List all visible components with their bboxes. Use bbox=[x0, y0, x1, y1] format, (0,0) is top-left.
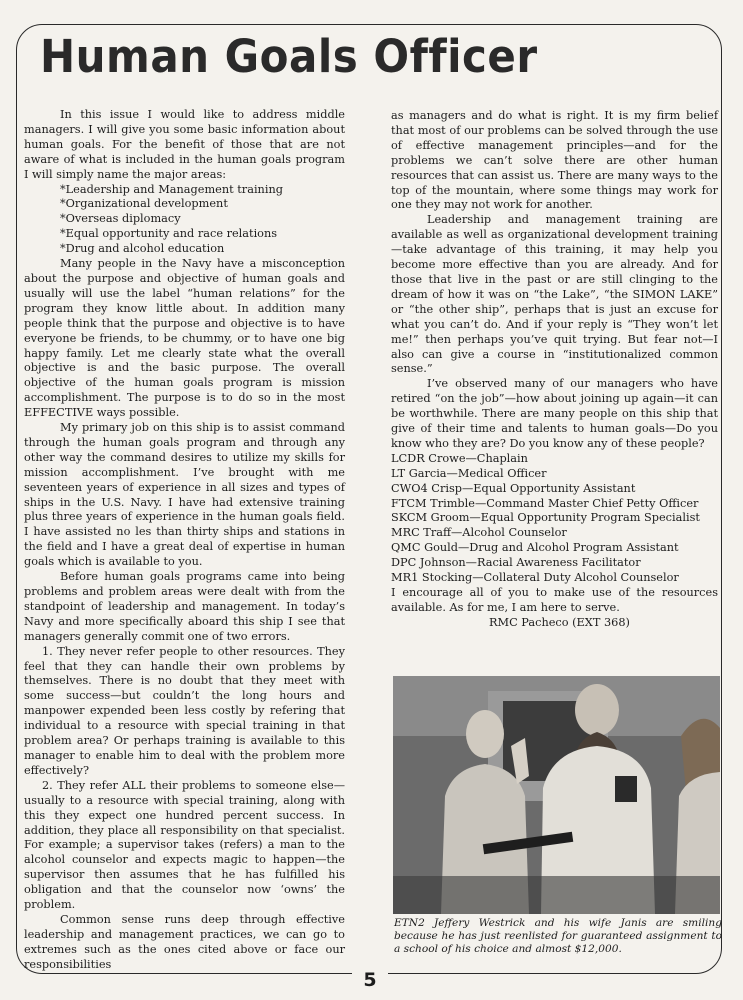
article-column-left bbox=[24, 108, 345, 973]
roster-entry: SKCM Groom—Equal Opportunity Program Specialist bbox=[391, 511, 700, 525]
page-title: Human Goals Officer bbox=[40, 29, 538, 83]
program-area-item: *Overseas diplomacy bbox=[60, 212, 181, 226]
roster-entry: QMC Gould—Drug and Alcohol Program Assistant bbox=[391, 541, 679, 555]
program-area-item: *Equal opportunity and race relations bbox=[60, 227, 278, 241]
photo-caption: ETN2 Jeffery Westrick and his wife Janis are smiling because he has just reenlisted for guaranteed assignment to a school of his choice and almost $12,000. bbox=[394, 917, 722, 956]
roster-entry: FTCM Trimble—Command Master Chief Petty Officer bbox=[391, 496, 699, 510]
reenlistment-photo bbox=[393, 676, 720, 914]
roster-entry: LCDR Crowe—Chaplain bbox=[391, 451, 528, 465]
roster-entry: LT Garcia—Medical Officer bbox=[391, 466, 547, 480]
article-paragraph: as managers and do what is right. It is my firm belief that most of our problems can be solved through the use of effective management principles—and for the problems we can’t solve there are other human resources that can assist us. There are many ways to the top of the mountain, where some things may work for one they may not work for another. bbox=[391, 109, 718, 212]
article-paragraph: In this issue I would like to address middle managers. I will give you some basic information about human goals. For the benefit of those that are not aware of what is included in the human goals program I will simply name the major areas: bbox=[24, 108, 345, 181]
article-paragraph: Many people in the Navy have a misconception about the purpose and objective of human goals and usually will use the label “human relations” for the program they know little about. In addition many people think that the purpose and objective is to have everyone be friends, to be chummy, or to have one big happy family. Let me clearly state what the overall objective is and the basic purpose. The overall objective of the human goals program is mission accomplishment. The purpose is to do so in the most EFFECTIVE ways possible. bbox=[24, 257, 345, 420]
article-paragraph: 2. They refer ALL their problems to someone else—usually to a resource with special training, along with this they expect one hundred percent success. In addition, they place all responsibility on that specialist. For example; a supervisor takes (refers) a man to the alcohol counselor and expects magic to happen—the supervisor then assumes that he has fulfilled his obligation and that the counselor now ‘owns’ the problem. bbox=[24, 778, 345, 912]
program-areas-list bbox=[24, 183, 345, 258]
program-area-item: *Drug and alcohol education bbox=[60, 242, 225, 256]
article-paragraph: Before human goals programs came into being problems and problem areas were dealt with from the standpoint of leadership and management. In today’s Navy and more specifically aboard this ship I see that managers generally commit one of two errors. bbox=[24, 570, 345, 643]
article-paragraph: Leadership and management training are available as well as organizational development training—take advantage of this training, it may help you become more effective than you are already. And for those that live in the past or are still clinging to the dream of how it was on “the Lake”, “the SIMON LAKE” or “the other ship”, perhaps that is just an excuse for what you can’t do. And if your reply is “They won’t let me!” then perhaps you’ve quit trying. But fear not—I also can give a course in “institutionalized common sense.” bbox=[391, 213, 718, 376]
roster-entry: CWO4 Crisp—Equal Opportunity Assistant bbox=[391, 481, 636, 495]
program-area-item: *Organizational development bbox=[60, 197, 228, 211]
roster-entry: DPC Johnson—Racial Awareness Facilitator bbox=[391, 556, 641, 570]
article-paragraph: My primary job on this ship is to assist command through the human goals program and through any other way the command desires to utilize my skills for mission accomplishment. I’ve brought with me seventeen years of experience in all sizes and types of ships in the U.S. Navy. I have had extensive training plus three years of experience in the human goals field. I have assisted no les than thirty ships and stations in the field and I have a great deal of expertise in human goals which is available to you. bbox=[24, 421, 345, 569]
article-paragraph: I’ve observed many of our managers who have retired “on the job”—how about joining up again—it can be worthwhile. There are many people on this ship that give of their time and talents to human goals—Do you know who they are? Do you know any of these people? bbox=[391, 377, 718, 450]
article-paragraph: 1. They never refer people to other resources. They feel that they can handle their own problems by themselves. There is no doubt that they meet with some success—but couldn’t the long hours and manpower expended been less costly by refering that individual to a resource with special training in that problem area? Or perhaps training is available to this manager to enable him to deal with the problem more effectively? bbox=[24, 644, 345, 777]
program-area-item: *Leadership and Management training bbox=[60, 182, 283, 196]
page-number: 5 bbox=[352, 968, 388, 992]
article-paragraph: Common sense runs deep through effective leadership and management practices, we can go to extremes such as the ones cited above or face our responsibilities bbox=[24, 912, 345, 971]
roster-entry: MR1 Stocking—Collateral Duty Alcohol Counselor bbox=[391, 571, 679, 585]
roster-entry: MRC Traff—Alcohol Counselor bbox=[391, 526, 567, 540]
article-paragraph: I encourage all of you to make use of the resources available. As for me, I am here to serve. bbox=[391, 586, 718, 614]
human-goals-roster bbox=[391, 452, 718, 586]
page-footer bbox=[0, 968, 743, 992]
article-paragraph: RMC Pacheco (EXT 368) bbox=[489, 615, 630, 629]
article-column-right bbox=[391, 109, 718, 631]
